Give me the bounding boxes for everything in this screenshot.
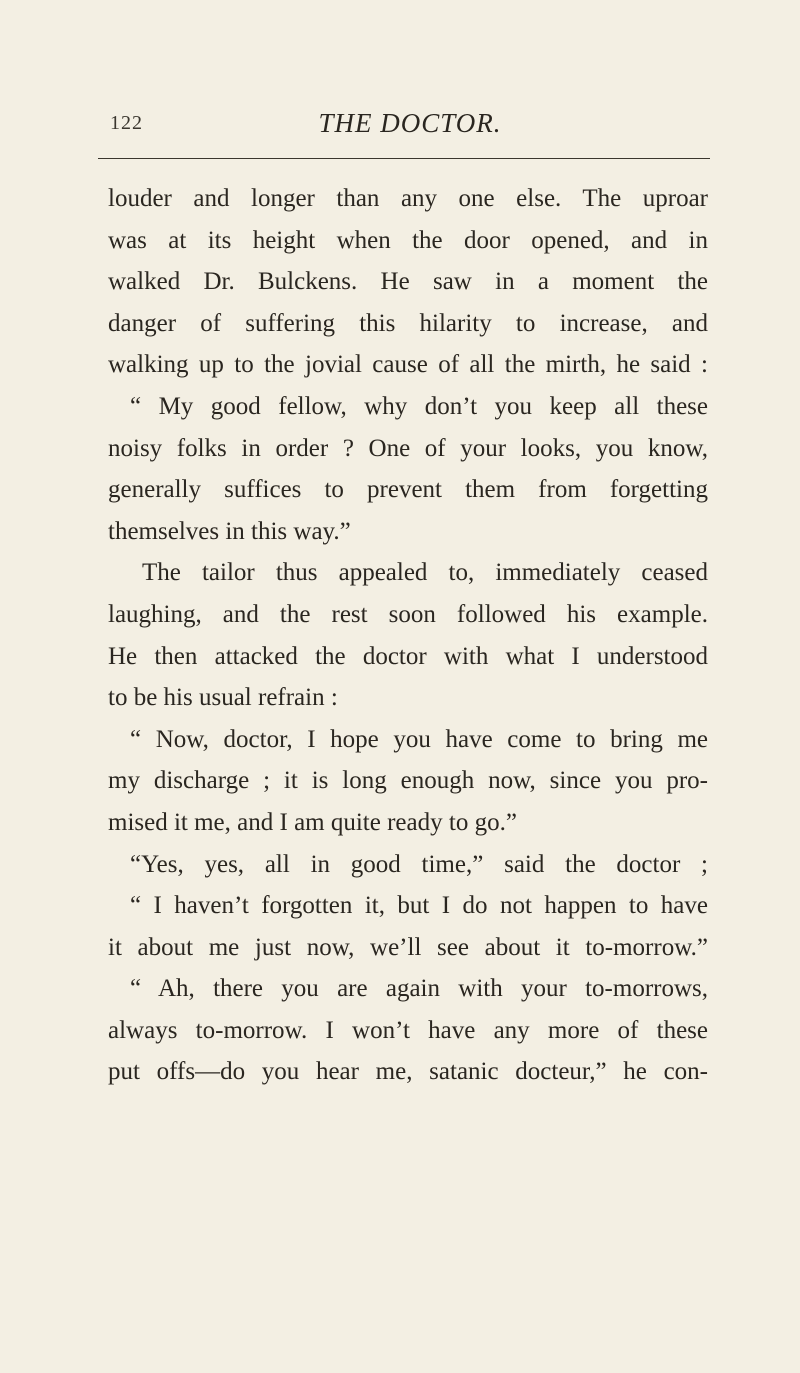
running-head xyxy=(110,108,710,152)
body-text xyxy=(108,178,708,1093)
text-line: “ Now, doctor, I hope you have come to bring me xyxy=(130,725,708,753)
text-line: danger of suffering this hilarity to increase, and xyxy=(108,309,708,337)
text-line: “Yes, yes, all in good time,” said the doctor ; xyxy=(130,850,708,878)
text-line: He then attacked the doctor with what I understood xyxy=(108,642,708,670)
text-line: my discharge ; it is long enough now, since you pro- xyxy=(108,767,708,795)
text-line: walked Dr. Bulckens. He saw in a moment the xyxy=(108,268,708,296)
running-title: THE DOCTOR. xyxy=(318,108,502,138)
text-line: mised it me, and I am quite ready to go.” xyxy=(108,808,517,836)
text-line: it about me just now, we’ll see about it to-morrow.” xyxy=(108,933,708,961)
text-line: generally suffices to prevent them from forgetting xyxy=(108,476,708,504)
text-line: “ Ah, there you are again with your to-morrows, xyxy=(130,975,708,1003)
text-line: noisy folks in order ? One of your looks, you know, xyxy=(108,434,708,462)
text-line: The tailor thus appealed to, immediately ceased xyxy=(142,559,708,587)
text-line: always to-morrow. I won’t have any more of these xyxy=(108,1016,708,1044)
text-line: walking up to the jovial cause of all the mirth, he said : xyxy=(108,351,708,379)
text-line: “ My good fellow, why don’t you keep all these xyxy=(130,392,708,420)
text-line: laughing, and the rest soon followed his example. xyxy=(108,600,708,628)
text-line: “ I haven’t forgotten it, but I do not happen to have xyxy=(130,892,708,920)
text-line: themselves in this way.” xyxy=(108,517,351,545)
text-line: to be his usual refrain : xyxy=(108,684,338,712)
page-number: 122 xyxy=(110,112,143,134)
text-line: was at its height when the door opened, and in xyxy=(108,226,708,254)
text-line: put offs—do you hear me, satanic docteur,” he con- xyxy=(108,1058,708,1086)
text-line: louder and longer than any one else. The uproar xyxy=(108,185,708,212)
header-rule xyxy=(98,158,710,159)
